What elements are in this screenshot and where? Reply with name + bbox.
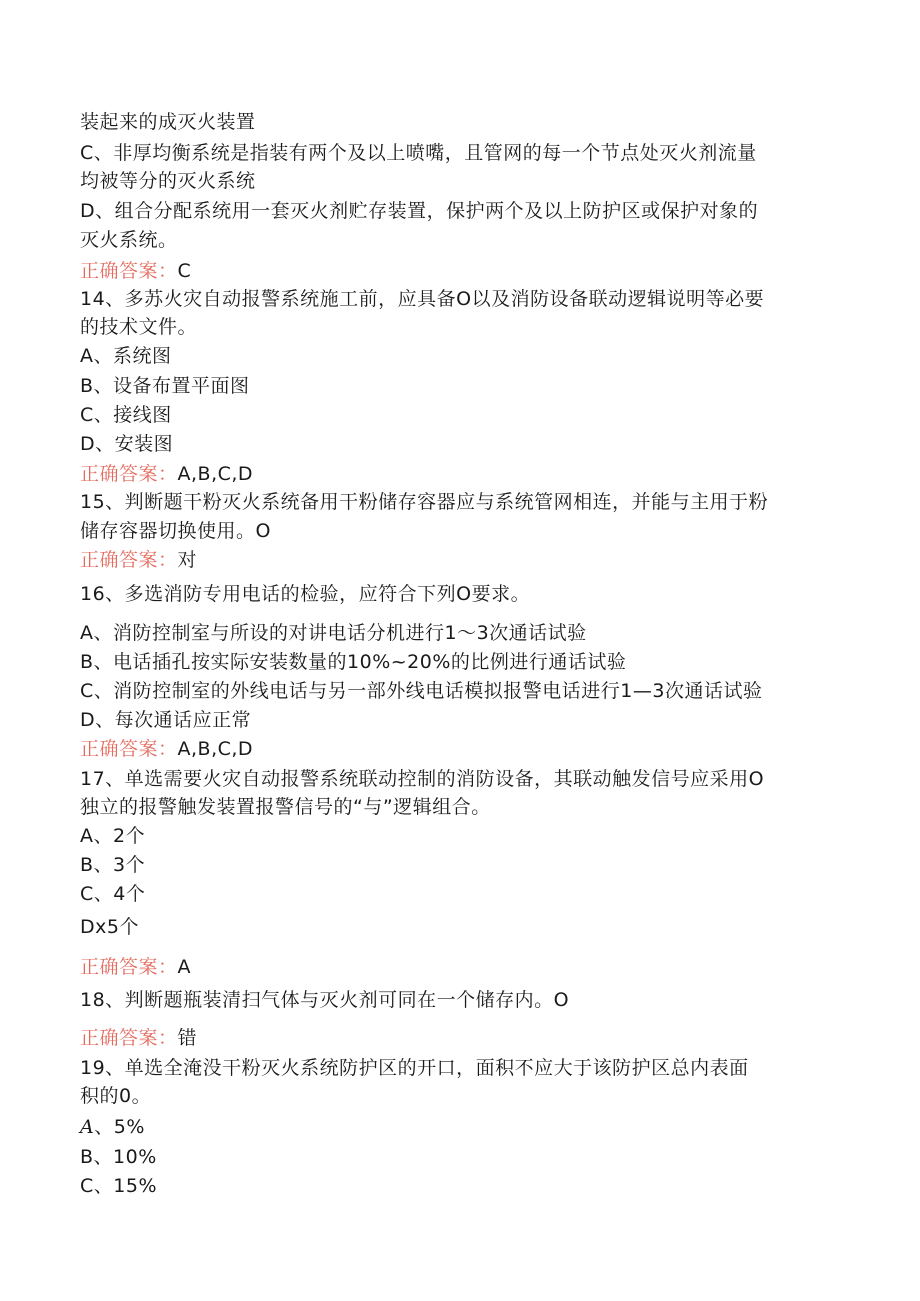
question-19: 19、单选全淹没干粉灭火系统防护区的开口，面积不应大于该防护区总内表面 (80, 1057, 749, 1079)
question-16: 16、多选消防专用电话的检验，应符合下列O要求。 (80, 583, 531, 605)
option-b: B、10% (80, 1146, 157, 1168)
answer-value: 错 (177, 1027, 198, 1049)
answer-label: 正确答案： (80, 956, 178, 978)
text-line: 储存容器切换使用。O (80, 520, 271, 542)
option-b: B、设备布置平面图 (80, 375, 250, 397)
answer-value: A,B,C,D (177, 463, 254, 485)
answer-line (80, 548, 197, 572)
question-17: 17、单选需要火灾自动报警系统联动控制的消防设备，其联动触发信号应采用O (80, 768, 765, 790)
answer-line (80, 462, 253, 486)
option-c: C、接线图 (80, 404, 172, 426)
text-line: 的技术文件。 (80, 316, 198, 338)
answer-line (80, 1026, 197, 1050)
option-a (80, 1115, 145, 1139)
option-b: B、电话插孔按实际安装数量的10%~20%的比例进行通话试验 (80, 651, 627, 673)
text-line: 积的0。 (80, 1085, 152, 1107)
question-18: 18、判断题瓶装清扫气体与灭火剂可同在一个储存内。O (80, 989, 570, 1011)
answer-label: 正确答案： (80, 549, 178, 571)
answer-label: 正确答案： (80, 260, 178, 282)
answer-value: C (177, 260, 192, 282)
option-letter: A (80, 1116, 95, 1138)
answer-label: 正确答案： (80, 1027, 178, 1049)
option-c: C、非厚均衡系统是指装有两个及以上喷嘴，且管网的每一个节点处灭火剂流量 (80, 142, 757, 164)
option-b: B、3个 (80, 854, 146, 876)
answer-line (80, 737, 253, 761)
question-15: 15、判断题干粉灭火系统备用干粉储存容器应与系统管网相连，并能与主用于粉 (80, 491, 769, 513)
option-c: C、消防控制室的外线电话与另一部外线电话模拟报警电话进行1—3次通话试验 (80, 680, 763, 702)
option-d: D、安装图 (80, 433, 174, 455)
option-d: Dx5个 (80, 916, 139, 938)
option-d: D、每次通话应正常 (80, 709, 252, 731)
option-a: A、2个 (80, 825, 146, 847)
answer-line (80, 259, 191, 283)
text-line: 独立的报警触发装置报警信号的“与”逻辑组合。 (80, 796, 491, 818)
option-text: 、5% (94, 1116, 145, 1138)
answer-value: 对 (177, 549, 198, 571)
answer-line (80, 955, 191, 979)
answer-label: 正确答案： (80, 463, 178, 485)
option-c: C、4个 (80, 883, 146, 905)
answer-value: A,B,C,D (177, 738, 254, 760)
option-a: A、消防控制室与所设的对讲电话分机进行1～3次通话试验 (80, 622, 587, 644)
text-line: 均被等分的灭火系统 (80, 170, 256, 192)
option-c: C、15% (80, 1175, 157, 1197)
text-line: 灭火系统。 (80, 229, 178, 251)
option-d: D、组合分配系统用一套灭火剂贮存装置，保护两个及以上防护区或保护对象的 (80, 200, 759, 222)
answer-value: A (177, 956, 192, 978)
option-a: A、系统图 (80, 345, 172, 367)
question-14: 14、多苏火灾自动报警系统施工前，应具备O以及消防设备联动逻辑说明等必要 (80, 288, 765, 310)
answer-label: 正确答案： (80, 738, 178, 760)
text-line: 装起来的成灭火装置 (80, 111, 256, 133)
